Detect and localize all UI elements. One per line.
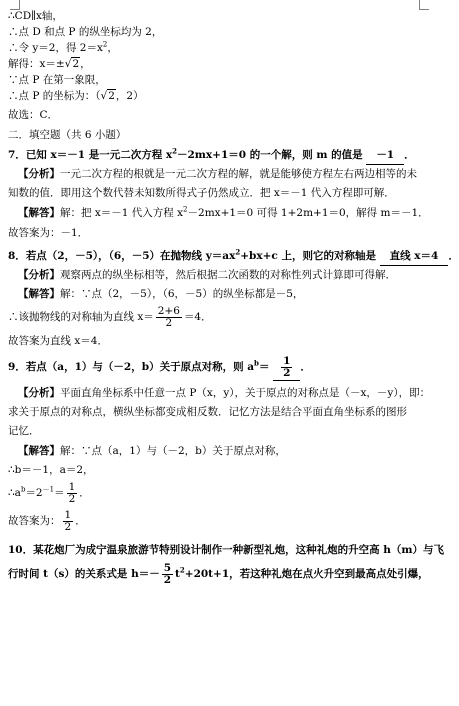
answer-blank: 直线 x＝4	[380, 248, 449, 266]
solution-line: 【解答】解：∵点（2，－5），（6，－5）的纵坐标都是－5，	[18, 288, 304, 300]
question-10: 10．某花炮厂为成宁温泉旅游节特别设计制作一种新型礼炮，这种礼炮的升空高 h（m）与飞	[8, 544, 445, 556]
answer-blank: －1	[366, 147, 404, 165]
fraction: $\frac{1}{2}$	[283, 354, 291, 379]
analysis-line: 【分析】观察两点的纵坐标相等，然后根据二次函数的对称性列式计算即可得解．	[18, 269, 396, 281]
solution-line: ∵点 P 在第一象限，	[8, 74, 106, 86]
solution-line: 解得：x＝±√2，	[8, 58, 91, 70]
document-page	[8, 8, 459, 587]
question-7: 7．已知 x＝－1 是一元二次方程 $x^2-2mx+1=0$ 的一个解，则 m 的值是 －1 ．	[8, 147, 432, 163]
analysis-line: 求关于原点的对称点，横纵坐标都变成相反数．记忆方法是结合平面直角坐标系的图形	[8, 406, 407, 418]
fraction: $\frac{1}{2}$	[68, 480, 76, 505]
solution-line: ∴CD∥x轴，	[8, 10, 63, 22]
final-answer: 故答案为： $\frac{1}{2}$ ．	[8, 508, 86, 533]
analysis-line: 【分析】一元二次方程的根就是一元二次方程的解，就是能够使方程左右两边相等的未	[18, 168, 417, 180]
question-8: 8．若点（2，－5），（6，－5）在抛物线 $y=ax^2+bx+c$ 上，则它的对称轴是 直线 x＝4 ．	[8, 248, 432, 264]
sqrt-sign: √	[100, 90, 108, 102]
fraction: $\frac{1}{2}$	[64, 508, 72, 533]
solution-line: 【解答】解：把 x＝－1 代入方程 $x^2-2mx+1=0$ 可得 1+2m+1＝0，解得 m＝－1．	[18, 205, 429, 219]
answer-blank	[273, 354, 300, 381]
solution-line: $\therefore a^b=2^{-1}=$ $\frac{1}{2}$ ．	[8, 480, 90, 505]
question-10-continued: 行时间 t（s）的关系式是 h＝－ $\frac{5}{2}$ $t^2+20t+1$，若这种礼炮在点火升空到最高点处引爆，	[8, 561, 429, 586]
fraction: $\frac{5}{2}$	[163, 561, 172, 586]
analysis-line: 知数的值．即用这个数代替未知数所得式子仍然成立．把 x＝－1 代入方程即可解．	[8, 187, 395, 199]
solution-line: ∴该抛物线的对称轴为直线 x＝ $\frac{2+6}{2}$ ＝4．	[8, 304, 212, 329]
sqrt-sign: √	[64, 58, 72, 70]
analysis-line: 记忆．	[8, 425, 40, 437]
final-answer: 故答案为：－1．	[8, 227, 89, 239]
fraction: $\frac{2+6}{2}$	[157, 304, 180, 329]
solution-line: ∴点 P 的坐标为：（√2，2）	[8, 90, 144, 102]
answer-line: 故选：C．	[8, 109, 59, 121]
question-9: 9．若点（a，1）与（－2，b）关于原点对称，则 $a^b=$ $\frac{1}{2}$ ．	[8, 354, 432, 380]
solution-line: ∴点 D 和点 P 的纵坐标均为 2，	[8, 26, 163, 38]
section-heading: 二．填空题（共 6 小题）	[8, 129, 127, 141]
analysis-line: 【分析】平面直角坐标系中任意一点 P（x，y），关于原点的对称点是（－x，－y），即：	[18, 387, 431, 399]
solution-line: ∴令 y＝2，得 $2=x^2$，	[8, 40, 118, 54]
solution-line: 【解答】解：∵点（a，1）与（－2，b）关于原点对称，	[18, 445, 286, 457]
solution-line: ∴b＝－1，a＝2，	[8, 464, 94, 476]
final-answer: 故答案为直线 x＝4．	[8, 335, 108, 347]
